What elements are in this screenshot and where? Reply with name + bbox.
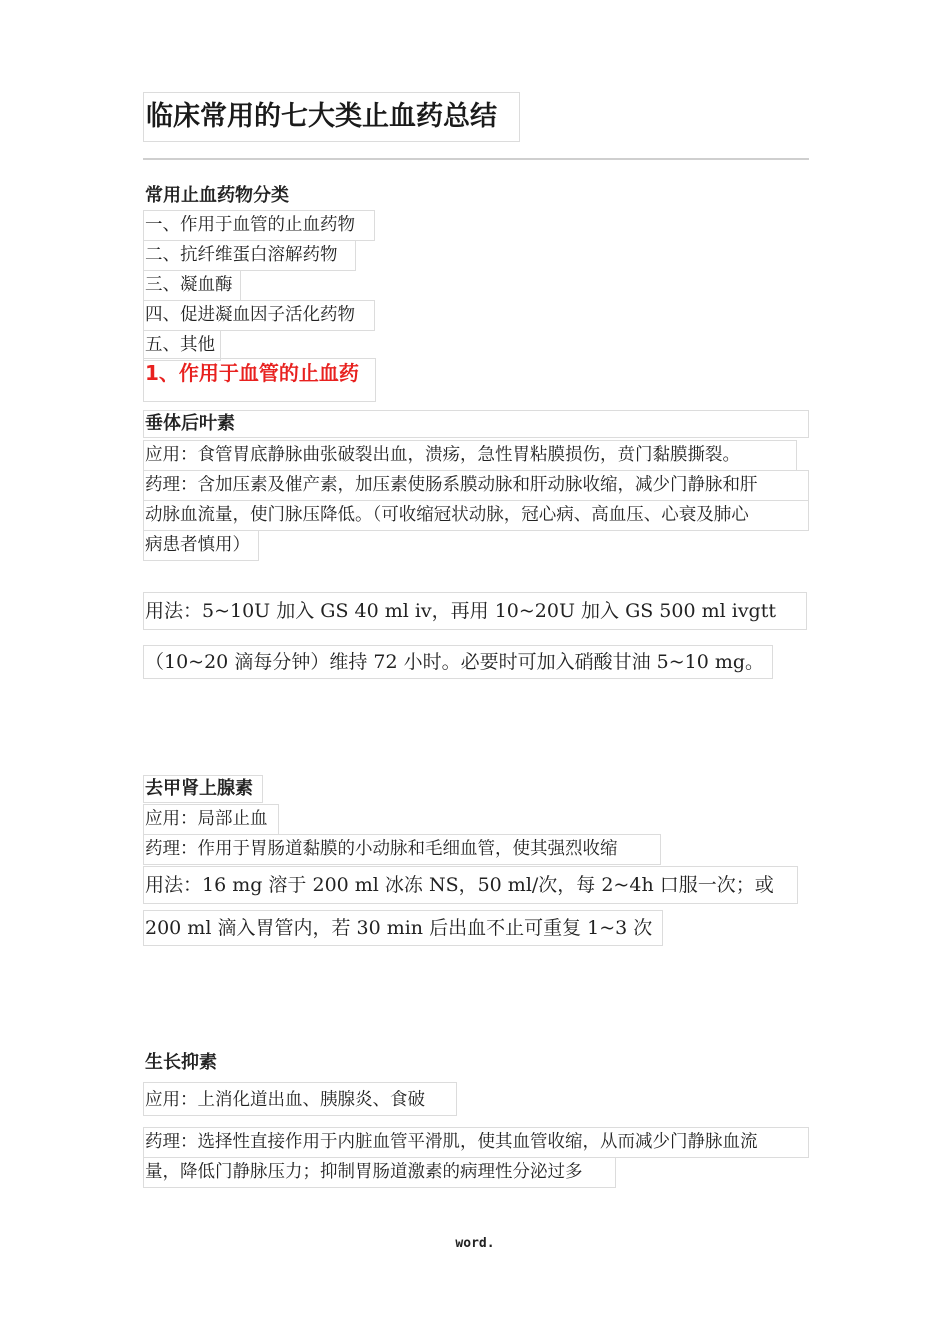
document-title: 临床常用的七大类止血药总结 bbox=[143, 92, 520, 142]
classification-item-2: 二、抗纤维蛋白溶解药物 bbox=[143, 240, 356, 271]
classification-heading: 常用止血药物分类 bbox=[145, 185, 289, 206]
drug-norepinephrine-usage-line2: 200 ml 滴入胃管内，若 30 min 后出血不止可重复 1~3 次 bbox=[143, 910, 663, 946]
page-footer: word. bbox=[455, 1236, 495, 1251]
drug-name-somatostatin: 生长抑素 bbox=[145, 1052, 217, 1073]
drug-vasopressin-usage-line1: 用法：5~10U 加入 GS 40 ml iv，再用 10~20U 加入 GS 500 ml ivgtt bbox=[143, 592, 807, 630]
drug-somatostatin-application: 应用：上消化道出血、胰腺炎、食破 bbox=[143, 1082, 457, 1116]
drug-vasopressin-pharmacology-line1: 药理：含加压素及催产素，加压素使肠系膜动脉和肝动脉收缩，减少门静脉和肝 bbox=[143, 470, 809, 501]
drug-somatostatin-pharmacology-line1: 药理：选择性直接作用于内脏血管平滑肌，使其血管收缩，从而减少门静脉血流 bbox=[143, 1127, 809, 1158]
drug-name-norepinephrine: 去甲肾上腺素 bbox=[143, 775, 263, 803]
drug-somatostatin-pharmacology-line2: 量，降低门静脉压力；抑制胃肠道激素的病理性分泌过多 bbox=[143, 1157, 616, 1188]
drug-norepinephrine-pharmacology: 药理：作用于胃肠道黏膜的小动脉和毛细血管，使其强烈收缩 bbox=[143, 834, 661, 865]
classification-item-5: 五、其他 bbox=[143, 330, 221, 361]
title-divider bbox=[143, 158, 809, 160]
section1-heading: 1、作用于血管的止血药 bbox=[143, 358, 376, 402]
drug-norepinephrine-usage-line1: 用法：16 mg 溶于 200 ml 冰冻 NS，50 ml/次，每 2~4h 口服一次；或 bbox=[143, 866, 798, 904]
drug-norepinephrine-application: 应用：局部止血 bbox=[143, 804, 279, 835]
drug-name-vasopressin: 垂体后叶素 bbox=[143, 410, 809, 438]
classification-item-4: 四、促进凝血因子活化药物 bbox=[143, 300, 375, 331]
classification-item-3: 三、凝血酶 bbox=[143, 270, 241, 301]
drug-vasopressin-pharmacology-line3: 病患者慎用） bbox=[143, 530, 259, 561]
drug-vasopressin-pharmacology-line2: 动脉血流量，使门脉压降低。（可收缩冠状动脉，冠心病、高血压、心衰及肺心 bbox=[143, 500, 809, 531]
drug-vasopressin-application: 应用：食管胃底静脉曲张破裂出血，溃疡，急性胃粘膜损伤，贲门黏膜撕裂。 bbox=[143, 440, 797, 471]
drug-vasopressin-usage-line2: （10~20 滴每分钟）维持 72 小时。必要时可加入硝酸甘油 5~10 mg。 bbox=[143, 645, 773, 679]
classification-item-1: 一、作用于血管的止血药物 bbox=[143, 210, 375, 241]
